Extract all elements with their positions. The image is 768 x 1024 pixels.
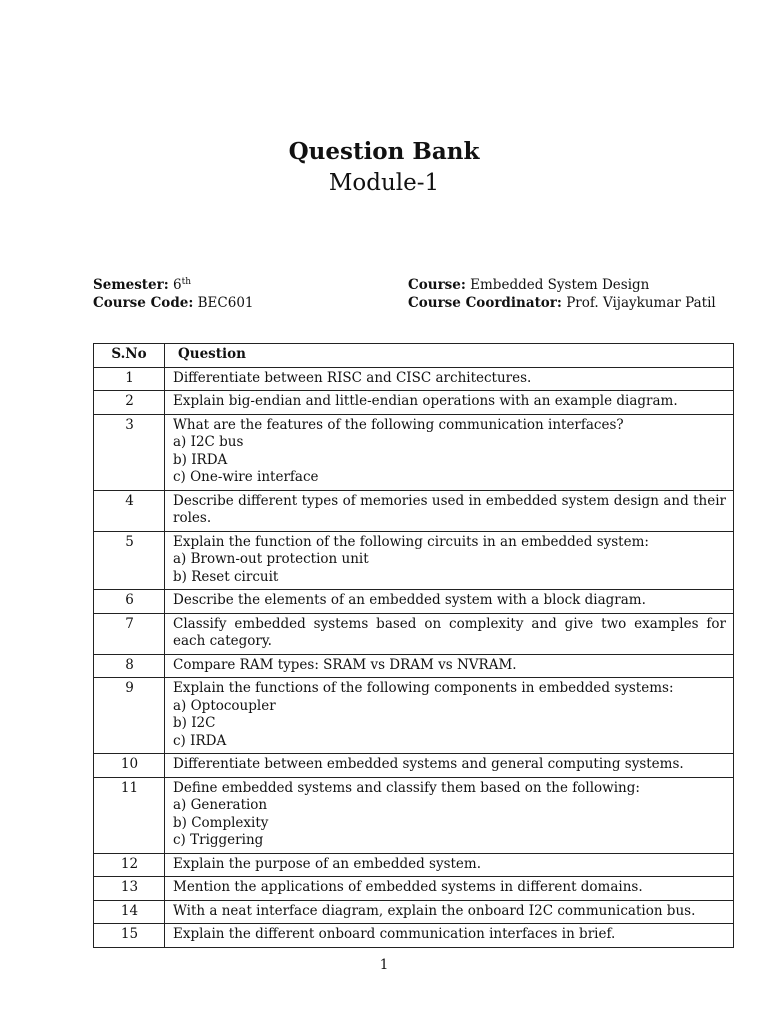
question-number: 1 [94,367,165,391]
question-cell [165,777,734,853]
question-text: Define embedded systems and classify them based on the following: [173,779,640,796]
page-number: 1 [379,957,389,973]
table-row [94,654,734,678]
sub-question: c) IRDA [173,732,227,749]
coordinator-label: Course Coordinator: [408,295,562,311]
question-number: 10 [94,754,165,778]
course-value: Embedded System Design [470,277,650,293]
question-cell [165,754,734,778]
question-cell [165,391,734,415]
table-row [94,391,734,415]
question-text: Differentiate between RISC and CISC architectures. [173,369,532,386]
table-row [94,877,734,901]
question-text: Classify embedded systems based on complexity and give two examples for each category. [173,615,726,649]
question-number: 9 [94,678,165,754]
question-cell [165,853,734,877]
sub-question: b) IRDA [173,451,228,468]
table-row [94,777,734,853]
table-row [94,924,734,948]
coordinator-value: Prof. Vijaykumar Patil [566,295,716,311]
page-title: Question Bank [288,138,480,165]
question-number: 2 [94,391,165,415]
table-row [94,490,734,531]
question-text: Compare RAM types: SRAM vs DRAM vs NVRAM. [173,656,517,673]
question-cell [165,531,734,590]
sub-question: c) One-wire interface [173,469,319,485]
table-header-row [94,344,734,368]
coordinator-line [408,294,716,312]
question-number: 3 [94,414,165,490]
table-row [94,900,734,924]
question-text: Explain the function of the following circuits in an embedded system: [173,533,649,550]
question-cell [165,590,734,614]
course-code-value: BEC601 [197,295,254,311]
sub-question: b) I2C [173,715,216,731]
table-row [94,678,734,754]
page-subtitle: Module-1 [328,170,440,196]
question-text: Describe the elements of an embedded system with a block diagram. [173,592,646,608]
question-number: 14 [94,900,165,924]
semester-label: Semester: [93,277,169,293]
sno-column-header: S.No [94,344,165,368]
question-text: What are the features of the following communication interfaces? [173,416,624,433]
question-number: 13 [94,877,165,901]
course-line [408,276,649,294]
question-text: Explain the different onboard communication interfaces in brief. [173,926,616,942]
question-number: 15 [94,924,165,948]
question-cell [165,678,734,754]
table-row [94,590,734,614]
question-cell [165,490,734,531]
sub-question: a) Generation [173,797,268,813]
sub-question: b) Reset circuit [173,568,279,585]
course-code-label: Course Code: [93,295,194,311]
question-cell [165,877,734,901]
question-number: 12 [94,853,165,877]
question-table [93,343,734,948]
question-table-body [94,367,734,947]
table-row [94,754,734,778]
sub-question: c) Triggering [173,832,264,848]
question-text: Describe different types of memories used in embedded system design and their roles. [173,492,726,526]
semester-value: 6 [173,277,182,293]
question-text: With a neat interface diagram, explain the onboard I2C communication bus. [173,902,696,919]
question-cell [165,367,734,391]
question-cell [165,613,734,654]
question-text: Explain the functions of the following components in embedded systems: [173,680,674,696]
semester-line [93,276,191,294]
question-cell [165,924,734,948]
sub-question: a) Brown-out protection unit [173,551,369,567]
table-row [94,853,734,877]
table-row [94,531,734,590]
question-number: 7 [94,613,165,654]
table-row [94,613,734,654]
sub-question: a) I2C bus [173,434,244,450]
semester-superscript: th [181,277,192,287]
question-number: 6 [94,590,165,614]
question-text: Mention the applications of embedded systems in different domains. [173,879,643,895]
question-number: 5 [94,531,165,590]
question-cell [165,900,734,924]
table-row [94,367,734,391]
question-column-header: Question [165,344,734,368]
question-text: Explain big-endian and little-endian operations with an example diagram. [173,393,678,409]
question-text: Explain the purpose of an embedded system. [173,855,482,872]
table-row [94,414,734,490]
question-cell [165,414,734,490]
sub-question: b) Complexity [173,814,269,831]
question-cell [165,654,734,678]
question-text: Differentiate between embedded systems and general computing systems. [173,756,684,772]
question-number: 8 [94,654,165,678]
question-number: 4 [94,490,165,531]
course-code-line [93,294,254,312]
question-number: 11 [94,777,165,853]
course-label: Course: [408,277,466,293]
sub-question: a) Optocoupler [173,697,276,714]
